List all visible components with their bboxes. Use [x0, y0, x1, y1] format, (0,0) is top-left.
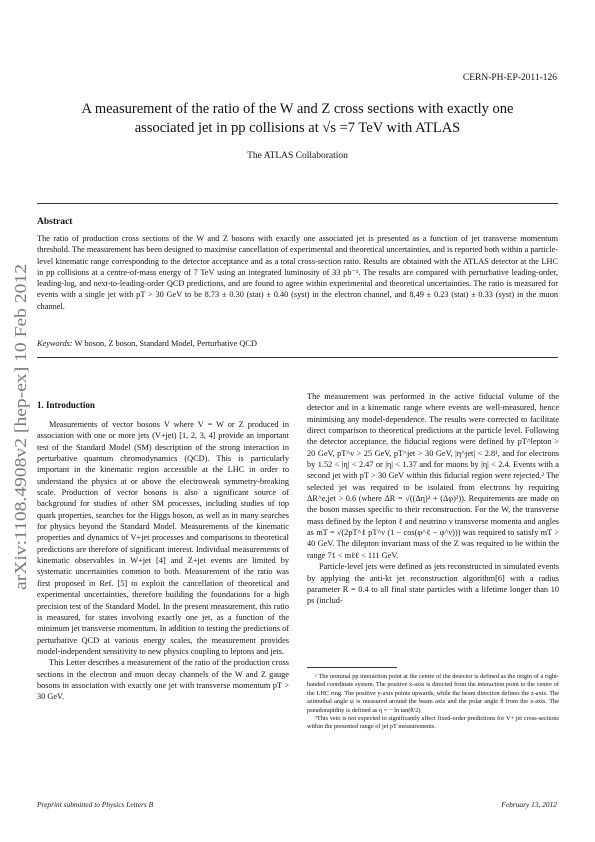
abstract-bottom-rule: [37, 357, 558, 358]
footnote: ²This veto is not expected to significantly affect fixed-order predictions for V+ jet cross-sections within the presented range of jet pT measurements.: [307, 715, 559, 731]
arxiv-stamp: [4, 262, 34, 592]
abstract-heading: Abstract: [37, 217, 73, 227]
keywords: [37, 339, 558, 348]
left-column: [37, 419, 289, 703]
footnote: ¹ The nominal pp interaction point at the centre of the detector is defined as the origin of a right-handed coordinate system. The positive x-axis is directed from the interaction point to the centre of the LHC ring. The positive y-axis points upwards, while the beam direction defines the z-axis. The azimuthal angle φ is measured around the beam axis and the polar angle θ from the z-axis. The pseudorapidity is defined as η = − ln tan(θ/2): [307, 673, 559, 714]
title-line-1: A measurement of the ratio of the W and Z cross sections with exactly one: [81, 101, 514, 117]
footnote-rule: [307, 667, 397, 668]
keywords-label: Keywords:: [37, 339, 73, 348]
authors: The ATLAS Collaboration: [247, 151, 348, 161]
abstract-text: The ratio of production cross sections of the W and Z bosons with exactly one associated jet is presented as a function of jet transverse momentum threshold. The measurement has been designed to maximise cancellation of experimental and theoretical uncertainties, and is reported both within a particle-level kinematic range corresponding to the detector acceptance and as a total cross-section ratio. Results are obtained with the ATLAS detector at the LHC in pp collisions at a centre-of-mass energy of 7 TeV using an integrated luminosity of 33 pb⁻¹. The results are compared with perturbative leading-order, leading-log, and next-to-leading-order QCD predictions, and are found to agree within experimental and theoretical uncertainties. The ratio is measured for events with a single jet with pT > 30 GeV to be 8.73 ± 0.30 (stat) ± 0.40 (syst) in the electron channel, and 8.49 ± 0.23 (stat) ± 0.33 (syst) in the muon channel.: [37, 234, 558, 311]
keywords-list: W boson, Z boson, Standard Model, Perturbative QCD: [74, 339, 257, 348]
footnotes: [307, 673, 559, 732]
title-line-2: associated jet in pp collisions at √s =7 TeV with ATLAS: [134, 120, 461, 136]
paragraph: Measurements of vector bosons V where V = W or Z produced in association with one or more jets (V+jet) [1, 2, 3, 4] provide an important test of the Standard Model (SM) description of the strong interaction in perturbative quantum chromodynamics (QCD). This is particularly important in the kinematic region accessible at the LHC in order to understand the physics at or above the electroweak symmetry-breaking scale. Production of vector bosons is also a significant source of background for studies of other SM processes, including studies of top quark properties, searches for the Higgs boson, as well as in many searches for physics beyond the Standard Model. Measurements of the kinematic properties and dynamics of V+jet processes and comparisons to theoretical predictions are therefore of significant interest. Individual measurements of kinematic observables in W+jet [4] and Z+jet events are limited by systematic uncertainties common to both. Measurement of the ratio was first proposed in Ref. [5] to exploit the cancellation of theoretical and experimental uncertainties, therefore building the foundations for a high precision test of the Standard Model. In the present measurement, this ratio is measured, for states involving exactly one jet, as a function of the minimum jet transverse momentum. In addition to testing the predictions of perturbative QCD at various energy scales, the measurement provides model-independent sensitivity to new physics coupling to leptons and jets.: [37, 420, 289, 656]
report-number: CERN-PH-EP-2011-126: [462, 73, 557, 83]
footer-journal: Preprint submitted to Physics Letters B: [37, 800, 154, 809]
section-heading: 1. Introduction: [37, 400, 95, 410]
paper-title: [40, 100, 555, 138]
footer-date: February 13, 2012: [501, 800, 557, 809]
paragraph: This Letter describes a measurement of the ratio of the production cross sections in the electron and muon decay channels of the W and Z gauge bosons in association with exactly one jet with transverse momentum pT > 30 GeV.: [37, 658, 289, 702]
right-column: [307, 391, 559, 607]
paragraph: Particle-level jets were defined as jets reconstructed in simulated events by applying the anti-kt jet reconstruction algorithm[6] with a radius parameter R = 0.4 to all final state particles with a lifetime longer than 10 ps (includ-: [307, 562, 559, 606]
paragraph: The measurement was performed in the active fiducial volume of the detector and in a kinematic range where events are well-measured, hence minimising any model-dependence. The results were corrected to facilitate direct comparison to theoretical predictions at the particle level. Following the detector acceptance, the fiducial regions were defined by pT^lepton > 20 GeV, pT^ν > 25 GeV, pT^jet > 30 GeV, |η^jet| < 2.8¹, and for electrons by 1.52 < |η| < 2.47 or |η| < 1.37 and for muons by |η| < 2.4. Events with a second jet with pT > 30 GeV within this fiducial region were rejected.² The selected jet was required to be isolated from electrons by requiring ΔR^e,jet > 0.6 (where ΔR = √((Δη)² + (Δφ)²)). Requirements are made on the boson masses specific to their reconstruction. For the W, the transverse mass defined by the lepton ℓ and neutrino ν transverse momenta and angles as mT = √(2pT^ℓ pT^ν (1 − cos(φ^ℓ − φ^ν))) was required to satisfy mT > 40 GeV. The dilepton invariant mass of the Z was required to be within the range 71 < mℓℓ < 111 GeV.: [307, 392, 559, 560]
arxiv-stamp-text: arXiv:1108.4908v2 [hep-ex] 10 Feb 2012: [11, 303, 30, 590]
top-rule: [37, 203, 558, 204]
